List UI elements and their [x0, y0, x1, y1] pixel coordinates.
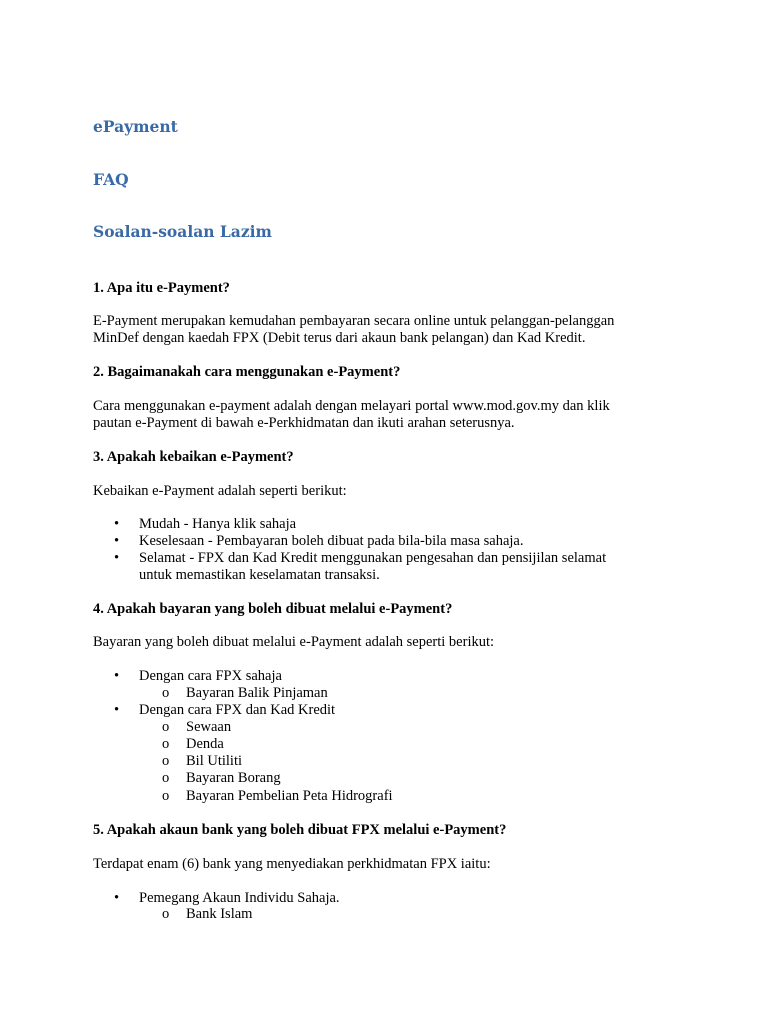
answer-1-line-1: E-Payment merupakan kemudahan pembayaran secara online untuk pelanggan-pelanggan — [93, 313, 615, 329]
list-item-text-continued: untuk memastikan keselamatan transaksi. — [139, 567, 380, 583]
answer-5-intro: Terdapat enam (6) bank yang menyediakan perkhidmatan FPX iaitu: — [93, 856, 491, 872]
sub-bullet-marker: o — [162, 736, 170, 752]
sub-list-item-text: Bil Utiliti — [186, 753, 242, 769]
question-3: 3. Apakah kebaikan e-Payment? — [93, 449, 294, 465]
sub-list-item-text: Bayaran Balik Pinjaman — [186, 685, 328, 701]
bullet-marker: • — [114, 702, 120, 718]
sub-bullet-marker: o — [162, 719, 170, 735]
bullet-marker: • — [114, 890, 120, 906]
sub-list-item-text: Bayaran Pembelian Peta Hidrografi — [186, 788, 393, 804]
sub-bullet-marker: o — [162, 788, 170, 804]
sub-list-item-text: Bayaran Borang — [186, 770, 281, 786]
list-item-text: Mudah - Hanya klik sahaja — [139, 516, 297, 532]
bullet-marker: • — [114, 533, 120, 549]
list-item — [114, 668, 282, 685]
list-item — [114, 890, 340, 907]
bullet-marker: • — [114, 550, 120, 566]
sub-bullet-marker: o — [162, 753, 170, 769]
answer-3-intro: Kebaikan e-Payment adalah seperti berikut: — [93, 483, 347, 499]
heading-faq: FAQ — [93, 170, 129, 189]
answer-1 — [93, 313, 673, 347]
sub-list-item-text: Denda — [186, 736, 224, 752]
list-item-text: Selamat - FPX dan Kad Kredit menggunakan pengesahan dan pensijilan selamat — [139, 550, 607, 566]
list-item — [114, 550, 607, 584]
sub-list-item — [162, 788, 393, 805]
list-item-text: Dengan cara FPX dan Kad Kredit — [139, 702, 336, 718]
sub-list-item — [162, 753, 242, 770]
bullet-marker: • — [114, 668, 120, 684]
list-item-text: Dengan cara FPX sahaja — [139, 668, 282, 684]
answer-1-line-2: MinDef dengan kaedah FPX (Debit terus dari akaun bank pelangan) dan Kad Kredit. — [93, 330, 586, 346]
sub-list-item — [162, 719, 232, 736]
list-item — [114, 516, 297, 533]
sub-list-item-text: Sewaan — [186, 719, 232, 735]
answer-2 — [93, 398, 673, 432]
sub-list-item — [162, 736, 224, 753]
list-item — [114, 702, 336, 719]
sub-list-item-text: Bank Islam — [186, 906, 253, 922]
sub-bullet-marker: o — [162, 906, 170, 922]
sub-list-item — [162, 906, 253, 923]
heading-soalan-lazim: Soalan-soalan Lazim — [93, 222, 272, 241]
question-4: 4. Apakah bayaran yang boleh dibuat melalui e-Payment? — [93, 601, 453, 617]
question-2: 2. Bagaimanakah cara menggunakan e-Payment? — [93, 364, 401, 380]
sub-list-item — [162, 685, 328, 702]
answer-2-line-1: Cara menggunakan e-payment adalah dengan melayari portal www.mod.gov.my dan klik — [93, 398, 610, 414]
answer-4-intro: Bayaran yang boleh dibuat melalui e-Payment adalah seperti berikut: — [93, 634, 495, 650]
list-item — [114, 533, 524, 550]
answer-2-line-2: pautan e-Payment di bawah e-Perkhidmatan dan ikuti arahan seterusnya. — [93, 415, 515, 431]
question-1: 1. Apa itu e-Payment? — [93, 280, 230, 296]
heading-epayment: ePayment — [93, 117, 178, 136]
question-5: 5. Apakah akaun bank yang boleh dibuat FPX melalui e-Payment? — [93, 822, 507, 838]
sub-bullet-marker: o — [162, 685, 170, 701]
list-item-text: Keselesaan - Pembayaran boleh dibuat pada bila-bila masa sahaja. — [139, 533, 524, 549]
list-item-text: Pemegang Akaun Individu Sahaja. — [139, 890, 340, 906]
bullet-marker: • — [114, 516, 120, 532]
sub-list-item — [162, 770, 281, 787]
sub-bullet-marker: o — [162, 770, 170, 786]
